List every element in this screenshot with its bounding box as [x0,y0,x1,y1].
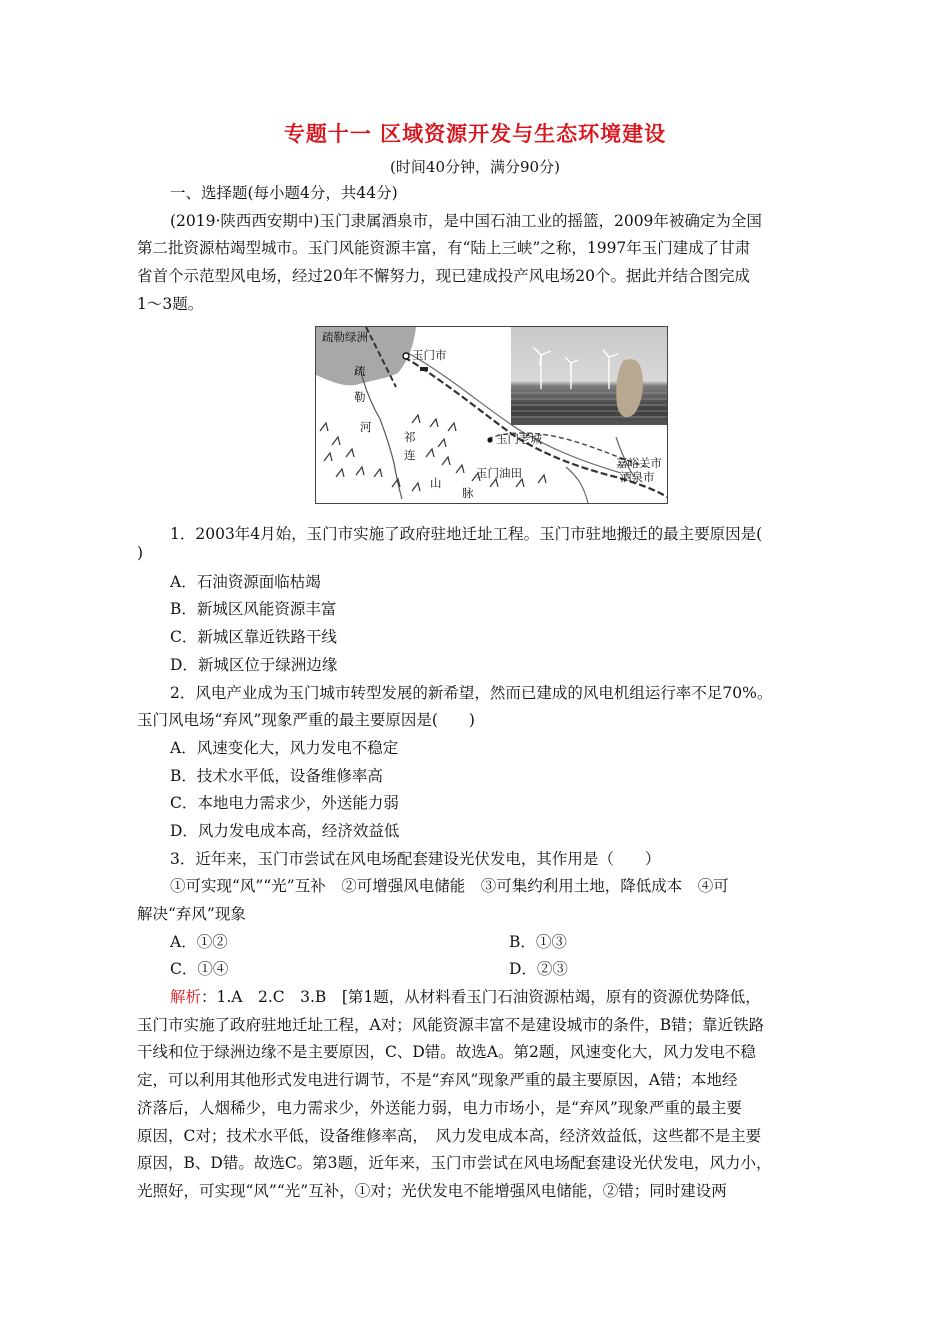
analysis-line: 原因，B、D错。故选C。第3题，近年来，玉门市尝试在风电场配套建设光伏发电，风力小， [137,1154,772,1172]
analysis-line: 原因，C对；技术水平低，设备维修率高， 风力发电成本高，经济效益低，这些都不是主要 [137,1127,762,1145]
question-3-stem: 3．近年来，玉门市尝试在风电场配套建设光伏发电，其作用是（ ） [170,850,661,868]
sculpture-shape [616,359,643,417]
station-marker [420,367,428,371]
map-label-old-town: 玉门老城 [496,432,542,446]
solar-panel-rows [511,393,667,417]
question-2-option-a: A．风速变化大，风力发电不稳定 [170,739,399,757]
wind-turbine-icons [533,347,618,389]
material-line: 1～3题。 [137,295,204,313]
question-3-option-b: B．①③ [509,933,567,951]
question-3-items: ①可实现“风”“光”互补 ②可增强风电储能 ③可集约利用土地，降低成本 ④可 [170,877,729,895]
analysis-line: 定，可以利用其他形式发电进行调节，不是“弃风”现象严重的最主要原因，A错；本地经 [137,1071,738,1089]
page-subtitle: (时间40分钟，满分90分) [390,158,560,176]
question-2-stem-cont: 玉门风电场“弃风”现象严重的最主要原因是( ) [137,711,475,729]
map-label-oilfield: 玉门油田 [476,466,522,480]
material-line: (2019·陕西西安期中)玉门隶属酒泉市，是中国石油工业的摇篮，2009年被确定为全国 [170,212,762,230]
map-figure [315,326,668,504]
material-line: 省首个示范型风电场，经过20年不懈努力，现已建成投产风电场20个。据此并结合图完成 [137,267,750,285]
question-3-option-a: A．①② [170,933,228,951]
map-label-river: 疏 [354,364,366,378]
page-title: 专题十一 区域资源开发与生态环境建设 [283,122,667,146]
question-3-items-cont: 解决“弃风”现象 [137,905,246,923]
question-1-option-c: C．新城区靠近铁路干线 [170,628,337,646]
material-line: 第二批资源枯竭型城市。玉门风能资源丰富，有“陆上三峡”之称，1997年玉门建成了甘肃 [137,239,751,257]
analysis-line: 光照好，可实现“风”“光”互补，①对；光伏发电不能增强风电储能，②错；同时建设两 [137,1182,727,1200]
question-2-option-c: C．本地电力需求少，外送能力弱 [170,794,399,812]
map-label-river: 河 [360,420,372,434]
map-label-mountain: 祁 [404,430,416,444]
analysis-label: 解析 [170,988,202,1006]
analysis-first-line [170,987,761,1007]
old-town-marker [487,437,492,442]
question-1-stem-cont: ) [137,544,144,562]
analysis-line: 济落后，人烟稀少，电力需求少，外送能力弱，电力市场小，是“弃风”现象严重的最主要 [137,1099,742,1117]
question-1-option-a: A．石油资源面临枯竭 [170,573,321,591]
question-3-option-c: C．①④ [170,960,229,978]
map-label-mountain: 连 [404,448,416,462]
map-label-oasis: 疏勒绿洲 [322,330,368,344]
question-3-option-d: D．②③ [509,960,568,978]
question-2-stem: 2．风电产业成为玉门城市转型发展的新希望，然而已建成的风电机组运行率不足70%。 [170,684,773,702]
question-2-option-d: D．风力发电成本高，经济效益低 [170,822,400,840]
road-line [566,467,588,503]
analysis-text: ：1.A 2.C 3.B [第1题，从材料看玉门石油资源枯竭，原有的资源优势降低， [201,988,761,1006]
analysis-line: 玉门市实施了政府驻地迁址工程，A对；风能资源丰富不是建设城市的条件，B错；靠近铁路 [137,1016,765,1034]
map-label-mountain: 脉 [462,486,474,500]
analysis-line: 干线和位于绿洲边缘不是主要原因，C、D错。故选A。第2题，风速变化大，风力发电不稳 [137,1043,756,1061]
photo-drawing [511,327,667,425]
wind-solar-photo [511,327,667,425]
yumen-city-marker [403,353,409,359]
map-label-mountain: 山 [430,476,442,490]
map-label-jiuquan: 酒泉市 [620,470,655,484]
question-1-option-d: D．新城区位于绿洲边缘 [170,656,338,674]
map-label-jiayuguan: 嘉峪关市 [616,456,662,470]
section-heading: 一、选择题(每小题4分，共44分) [170,184,398,202]
question-2-option-b: B．技术水平低，设备维修率高 [170,767,383,785]
map-label-river: 勒 [354,390,366,404]
question-1-stem: 1．2003年4月始，玉门市实施了政府驻地迁址工程。玉门市驻地搬迁的最主要原因是( [170,525,763,543]
question-1-option-b: B．新城区风能资源丰富 [170,600,337,618]
map-label-yumen-city: 玉门市 [412,348,447,362]
